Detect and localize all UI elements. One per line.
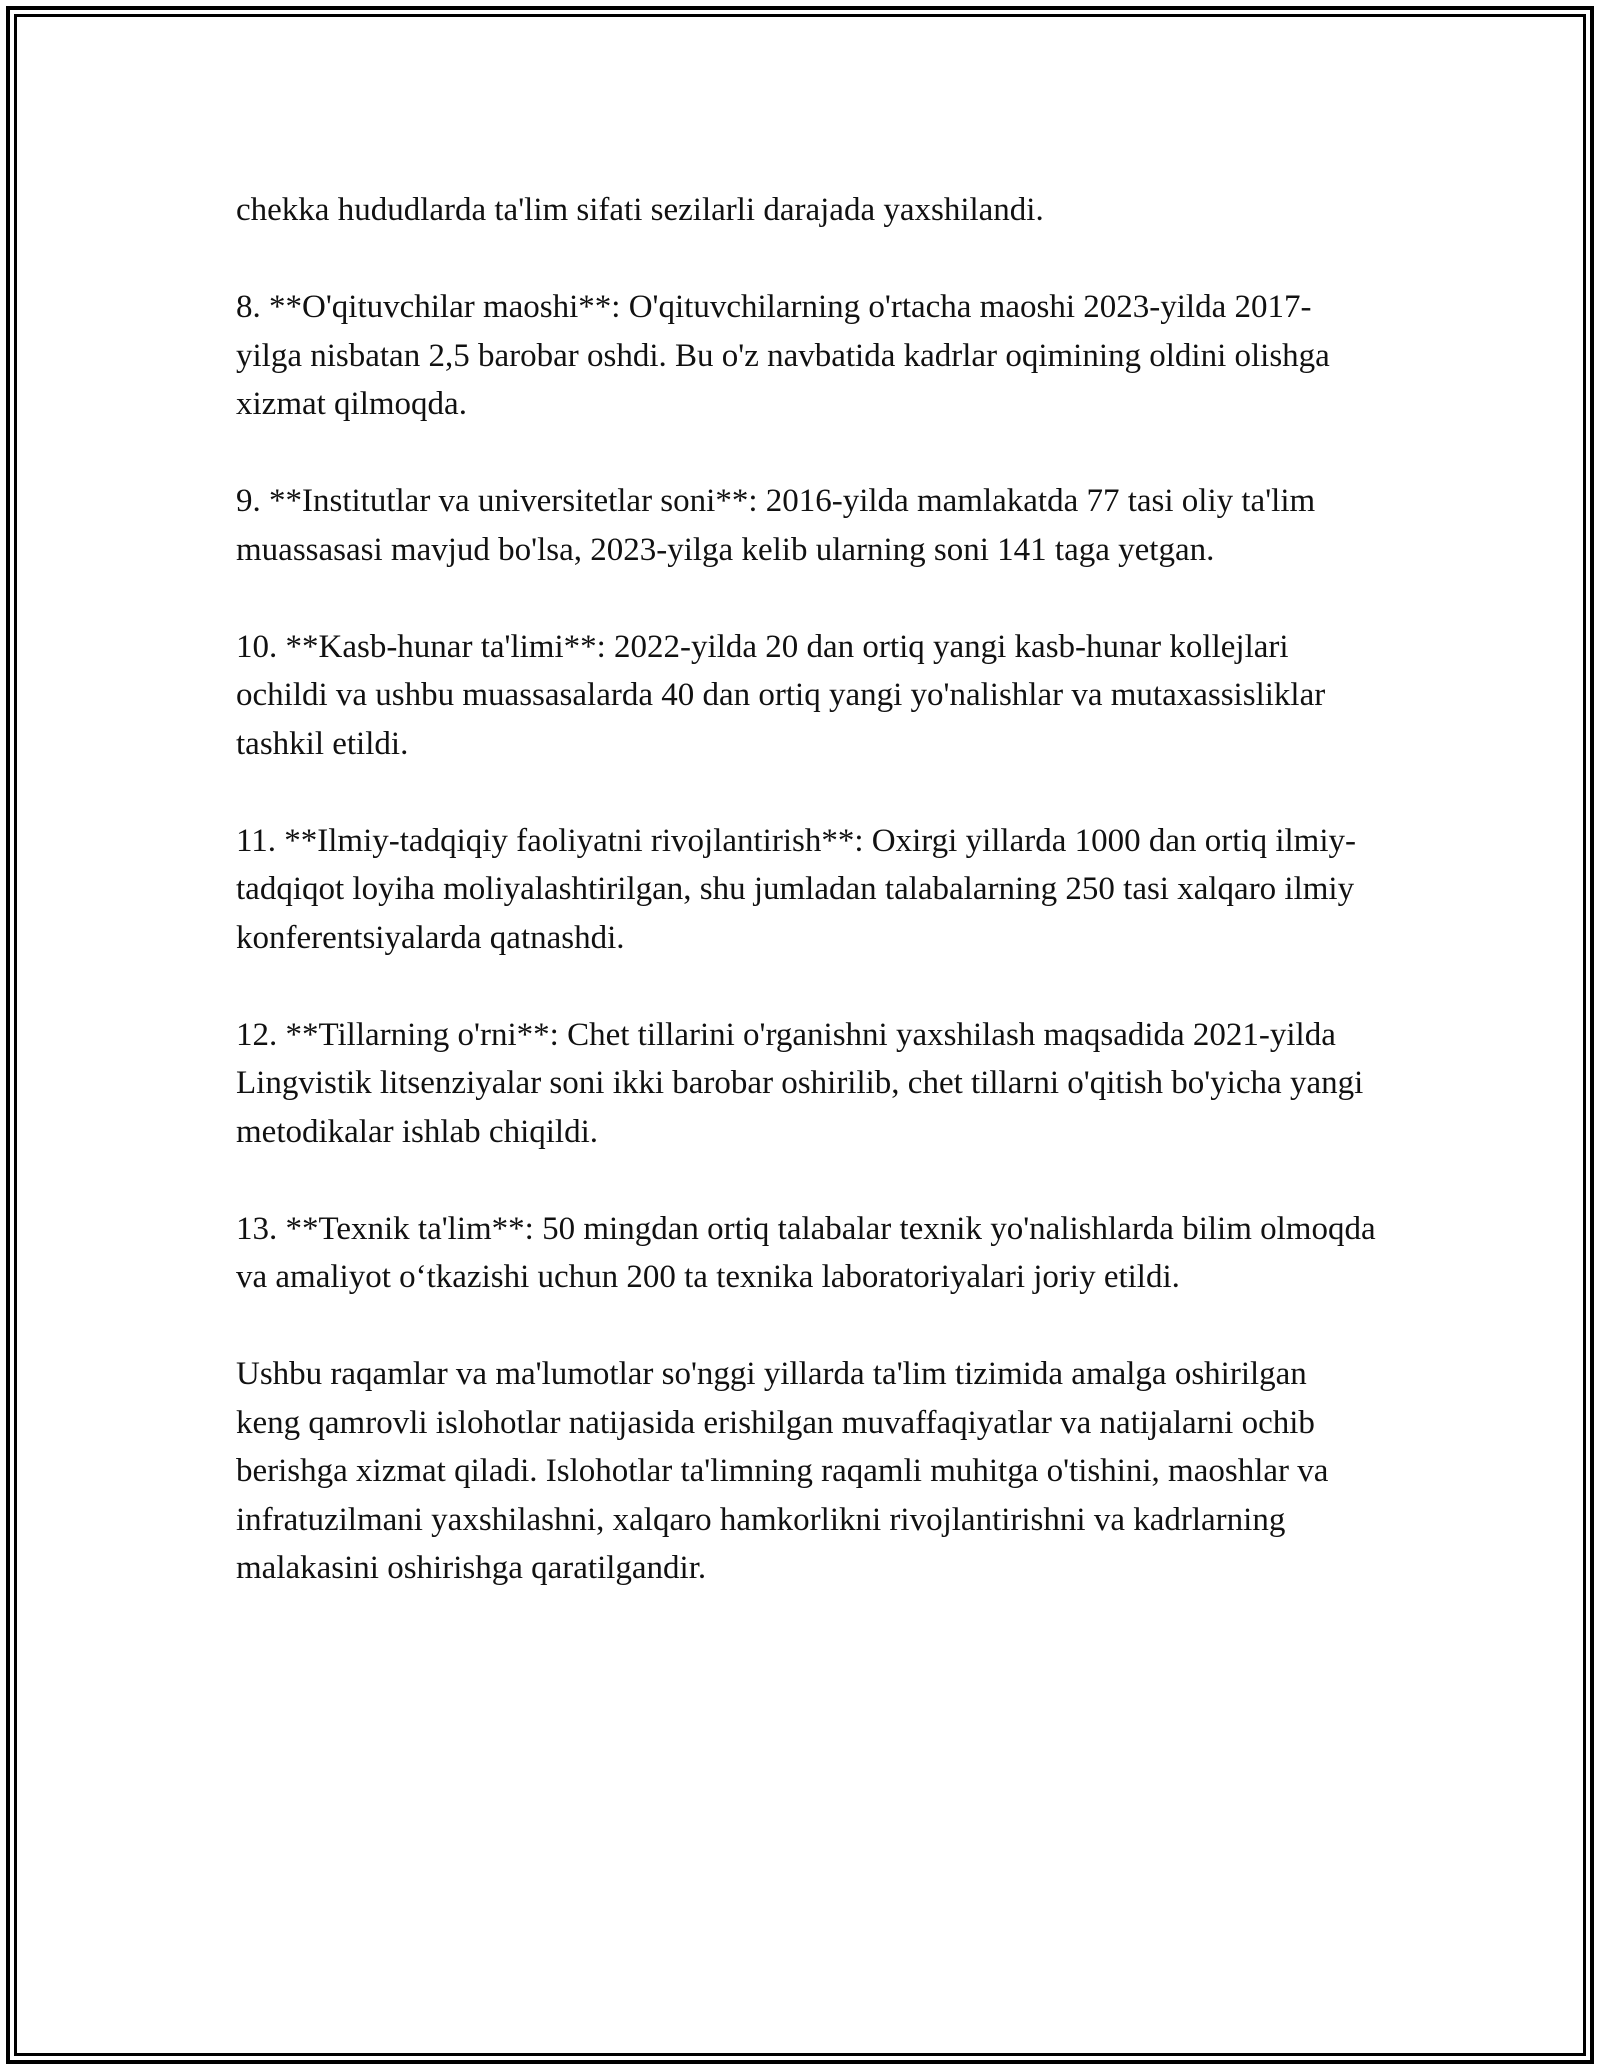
document-body bbox=[236, 186, 1376, 1641]
paragraph-item-10-vocational: 10. **Kasb-hunar ta'limi**: 2022-yilda 20 dan ortiq yangi kasb-hunar kollejlari ochildi va ushbu muassasalarda 40 dan ortiq yangi yo'nalishlar va mutaxassisliklar tashkil etildi. bbox=[236, 628, 1326, 762]
paragraph-conclusion: Ushbu raqamlar va ma'lumotlar so'nggi yillarda ta'lim tizimida amalga oshirilgan keng qamrovli islohotlar natijasida erishilgan muvaffaqiyatlar va natijalarni ochib berishga xizmat qiladi. Islohotlar ta'limning raqamli muhitga o'tishini, maoshlar va infratuzilmani yaxshilashni, xalqaro hamkorlikni rivojlantirishni va kadrlarning malakasini oshirishga qaratilgandir. bbox=[236, 1356, 1329, 1586]
paragraph-item-11-research: 11. **Ilmiy-tadqiqiy faoliyatni rivojlantirish**: Oxirgi yillarda 1000 dan ortiq ilmiy-tadqiqot loyiha moliyalashtirilgan, shu jumladan talabalarning 250 tasi xalqaro ilmiy konferentsiyalarda qatnashdi. bbox=[236, 822, 1357, 956]
paragraph-item-8-teacher-salary: 8. **O'qituvchilar maoshi**: O'qituvchilarning o'rtacha maoshi 2023-yilda 2017-yilga nisbatan 2,5 barobar oshdi. Bu o'z navbatida kadrlar oqimining oldini olishga xizmat qilmoqda. bbox=[236, 289, 1330, 422]
paragraph-item-9-institutions: 9. **Institutlar va universitetlar soni**: 2016-yilda mamlakatda 77 tasi oliy ta'lim muassasasi mavjud bo'lsa, 2023-yilga kelib ularning soni 141 taga yetgan. bbox=[236, 483, 1316, 568]
paragraph-item-13-technical: 13. **Texnik ta'lim**: 50 mingdan ortiq talabalar texnik yo'nalishlarda bilim olmoqda va amaliyot o‘tkazishi uchun 200 ta texnika laboratoriyalari joriy etildi. bbox=[236, 1210, 1376, 1295]
paragraph-item-12-languages: 12. **Tillarning o'rni**: Chet tillarini o'rganishni yaxshilash maqsadida 2021-yilda Lingvistik litsenziyalar soni ikki barobar oshirilib, chet tillarni o'qitish bo'yicha yangi metodikalar ishlab chiqildi. bbox=[236, 1016, 1364, 1150]
paragraph-continuation: chekka hududlarda ta'lim sifati sezilarli darajada yaxshilandi. bbox=[236, 192, 1044, 228]
